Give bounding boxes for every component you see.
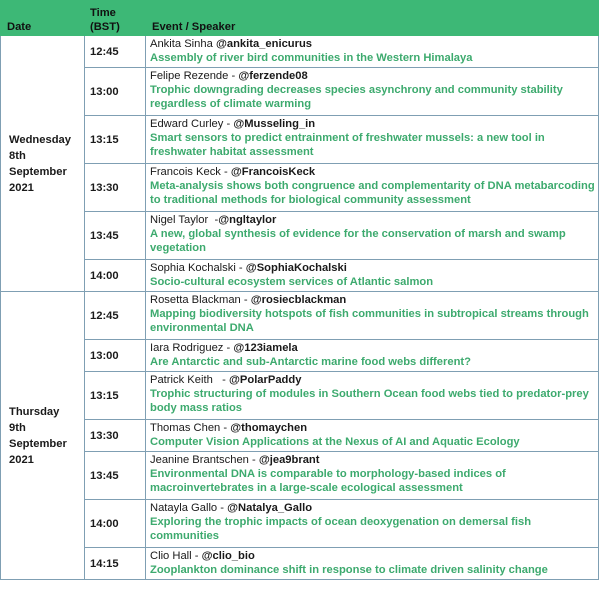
session-event: [146, 452, 599, 500]
speaker-separator: -: [223, 118, 234, 130]
talk-title: Socio-cultural ecosystem services of Atlantic salmon: [150, 276, 434, 288]
session-time: 13:45: [85, 212, 146, 260]
header-row: [1, 1, 599, 36]
speaker-separator: -: [208, 214, 219, 226]
session-row: [1, 340, 599, 372]
speaker-line: [150, 213, 595, 227]
speaker-handle[interactable]: @Natalya_Gallo: [227, 502, 313, 514]
speaker-line: [150, 453, 595, 467]
session-event: [146, 164, 599, 212]
speaker-separator: -: [212, 374, 229, 386]
session-row: [1, 500, 599, 548]
date-line: 9th: [9, 422, 26, 434]
speaker-line: [150, 117, 595, 131]
speaker-line: [150, 549, 595, 563]
speaker-handle[interactable]: @PolarPaddy: [228, 374, 302, 386]
speaker-name: Clio Hall: [150, 550, 192, 562]
session-time: 13:30: [85, 420, 146, 452]
session-time: 13:45: [85, 452, 146, 500]
session-event: [146, 500, 599, 548]
session-event: [146, 36, 599, 68]
speaker-handle[interactable]: @jea9brant: [258, 454, 320, 466]
speaker-name: Francois Keck: [150, 166, 221, 178]
session-row: [1, 68, 599, 116]
session-event: [146, 212, 599, 260]
speaker-line: [150, 69, 595, 83]
talk-title: Are Antarctic and sub-Antarctic marine food webs different?: [150, 356, 471, 368]
speaker-name: Jeanine Brantschen: [150, 454, 249, 466]
talk-title: Trophic structuring of modules in Southern Ocean food webs tied to predator-prey body mass ratios: [150, 388, 589, 414]
session-row: [1, 292, 599, 340]
speaker-name: Sophia Kochalski: [150, 262, 236, 274]
session-row: [1, 372, 599, 420]
session-event: [146, 340, 599, 372]
date-line: Wednesday: [9, 134, 71, 146]
day-date-cell: [1, 292, 85, 580]
speaker-handle[interactable]: @clio_bio: [201, 550, 255, 562]
session-event: [146, 292, 599, 340]
session-time: 13:15: [85, 116, 146, 164]
speaker-line: [150, 501, 595, 515]
speaker-line: [150, 37, 595, 51]
speaker-separator: -: [220, 166, 231, 178]
speaker-name: Ankita Sinha: [150, 38, 213, 50]
talk-title: Trophic downgrading decreases species asynchrony and community stability regardless of climate warming: [150, 84, 563, 110]
speaker-line: [150, 421, 595, 435]
speaker-name: Patrick Keith: [150, 374, 213, 386]
session-time: 13:30: [85, 164, 146, 212]
speaker-name: Thomas Chen: [150, 422, 221, 434]
session-event: [146, 420, 599, 452]
session-time: 13:15: [85, 372, 146, 420]
day-date-cell: [1, 36, 85, 292]
speaker-name: Edward Curley: [150, 118, 224, 130]
speaker-name: Rosetta Blackman: [150, 294, 241, 306]
session-event: [146, 372, 599, 420]
date-line: 8th: [9, 150, 26, 162]
session-row: [1, 260, 599, 292]
event-column-header: Event / Speaker: [146, 1, 599, 36]
session-event: [146, 548, 599, 580]
session-time: 12:45: [85, 292, 146, 340]
speaker-separator: -: [191, 550, 202, 562]
talk-title: Assembly of river bird communities in the Western Himalaya: [150, 52, 473, 64]
date-line: 2021: [9, 454, 34, 466]
session-time: 13:00: [85, 340, 146, 372]
speaker-handle[interactable]: @FrancoisKeck: [230, 166, 316, 178]
talk-title: Exploring the trophic impacts of ocean deoxygenation on demersal fish communities: [150, 516, 532, 542]
speaker-line: [150, 293, 595, 307]
speaker-name: Nigel Taylor: [150, 214, 209, 226]
speaker-handle[interactable]: @SophiaKochalski: [245, 262, 347, 274]
speaker-separator: -: [217, 502, 228, 514]
speaker-handle[interactable]: @Musseling_in: [233, 118, 316, 130]
speaker-separator: -: [240, 294, 251, 306]
talk-title: A new, global synthesis of evidence for the conservation of marsh and swamp vegetation: [150, 228, 566, 254]
speaker-line: [150, 261, 595, 275]
speaker-name: Iara Rodriguez: [150, 342, 224, 354]
speaker-handle[interactable]: @ferzende08: [238, 70, 308, 82]
time-column-header: [85, 1, 146, 36]
talk-title: Zooplankton dominance shift in response to climate driven salinity change: [150, 564, 548, 576]
session-row: [1, 164, 599, 212]
speaker-name: Natayla Gallo: [150, 502, 218, 514]
time-header-line1: Time: [90, 7, 116, 19]
table-header: [1, 1, 599, 36]
session-time: 14:00: [85, 500, 146, 548]
speaker-handle[interactable]: @ngltaylor: [218, 214, 277, 226]
time-header-line2: (BST): [90, 21, 120, 33]
session-row: [1, 452, 599, 500]
speaker-separator: -: [235, 262, 246, 274]
speaker-separator: -: [228, 70, 239, 82]
talk-title: Meta-analysis shows both congruence and complementarity of DNA metabarcoding to traditional methods for biological community assessment: [150, 180, 595, 206]
speaker-handle[interactable]: @ankita_enicurus: [215, 38, 313, 50]
date-line: 2021: [9, 182, 34, 194]
session-event: [146, 116, 599, 164]
speaker-name: Felipe Rezende: [150, 70, 229, 82]
date-line: September: [9, 166, 67, 178]
session-event: [146, 68, 599, 116]
table-body: [1, 36, 599, 580]
session-row: [1, 420, 599, 452]
speaker-separator: -: [223, 342, 234, 354]
talk-title: Mapping biodiversity hotspots of fish communities in subtropical streams through environmental DNA: [150, 308, 589, 334]
date-line: September: [9, 438, 67, 450]
session-time: 12:45: [85, 36, 146, 68]
date-column-header: Date: [1, 1, 85, 36]
session-time: 13:00: [85, 68, 146, 116]
speaker-handle[interactable]: @rosiecblackman: [250, 294, 347, 306]
session-row: [1, 212, 599, 260]
session-time: 14:15: [85, 548, 146, 580]
speaker-line: [150, 165, 595, 179]
speaker-separator: -: [248, 454, 259, 466]
speaker-handle[interactable]: @thomaychen: [230, 422, 308, 434]
speaker-separator: -: [220, 422, 231, 434]
speaker-handle[interactable]: @123iamela: [233, 342, 298, 354]
session-row: [1, 116, 599, 164]
talk-title: Smart sensors to predict entrainment of freshwater mussels: a new tool in freshwater habitat assessment: [150, 132, 545, 158]
speaker-line: [150, 341, 595, 355]
talk-title: Environmental DNA is comparable to morphology-based indices of macroinvertebrates in a large-scale ecological assessment: [150, 468, 506, 494]
session-event: [146, 260, 599, 292]
session-time: 14:00: [85, 260, 146, 292]
speaker-line: [150, 373, 595, 387]
date-line: Thursday: [9, 406, 60, 418]
session-row: [1, 548, 599, 580]
talk-title: Computer Vision Applications at the Nexus of AI and Aquatic Ecology: [150, 436, 520, 448]
session-row: [1, 36, 599, 68]
